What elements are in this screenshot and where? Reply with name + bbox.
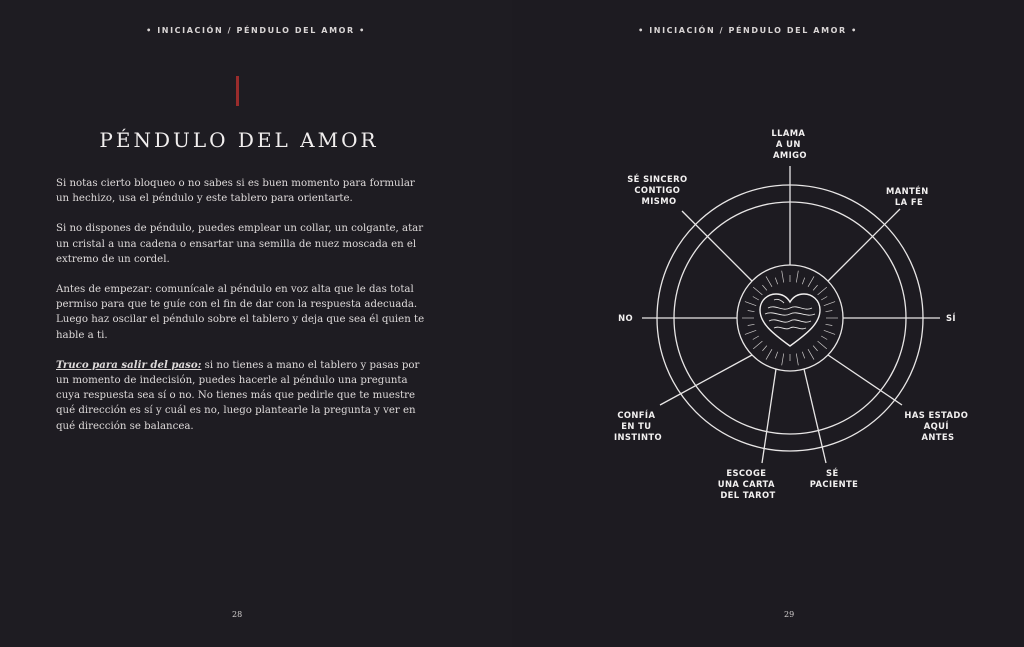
running-head-right: • INICIACIÓN / PÉNDULO DEL AMOR • [638, 26, 858, 35]
label-has-estado-aqui-antes: HAS ESTADO AQUÍ ANTES [904, 410, 969, 442]
sunburst-ray [782, 354, 784, 366]
sunburst-ray [796, 271, 798, 283]
sunburst-ray [818, 287, 827, 295]
trick-text: si no tienes a mano el tablero y pasas por un momento de indecisión, puedes hacerle al péndulo una pregunta cuya respuesta sea sí o no. No tienes más que pedirle que te muestre qué dirección es sí y cuál es no, luego plantearle la pregunta y ver en qué dirección se balancea. [56, 359, 420, 432]
accent-bar [236, 76, 239, 106]
page-number-left: 28 [232, 610, 243, 619]
sunburst-ray [753, 297, 759, 301]
label-no: NO [618, 313, 633, 323]
label-escoge-una-carta: ESCOGE UNA CARTA DEL TAROT [717, 468, 776, 500]
spoke-sincero [682, 211, 752, 281]
sunburst-ray [753, 341, 762, 349]
spoke-has-estado [828, 355, 902, 405]
sunburst-ray [821, 336, 827, 340]
sunburst-ray [748, 324, 755, 325]
sunburst-ray [753, 287, 762, 295]
sunburst-ray [808, 349, 814, 359]
sunburst-ray [824, 330, 835, 334]
label-llama-a-un-amigo: LLAMA A UN AMIGO [771, 128, 807, 160]
sunburst-ray [745, 330, 756, 334]
sunburst-ray [813, 346, 818, 351]
sunburst-ray [762, 285, 767, 290]
sunburst-ray [748, 311, 755, 312]
paragraph-before-start: Antes de empezar: comunícale al péndulo en voz alta que le das total permiso para que te guíe con el fin de dar con la respuesta adecuada. Luego haz oscilar el péndulo sobre el tablero y deja que sea él quien te hable a ti. [56, 284, 425, 341]
label-si: SÍ [946, 313, 956, 323]
label-se-sincero: SÉ SINCERO CONTIGO MISMO [627, 174, 688, 206]
sunburst-ray [808, 276, 814, 286]
label-confia-en-tu-instinto: CONFÍA EN TU INSTINTO [613, 410, 663, 442]
heart-icon [760, 294, 820, 346]
running-head-left: • INICIACIÓN / PÉNDULO DEL AMOR • [146, 26, 366, 35]
sunburst-ray [821, 297, 827, 301]
sunburst-ray [826, 324, 833, 325]
sunburst-ray [775, 278, 777, 285]
sunburst-ray [802, 352, 804, 359]
sunburst-ray [818, 341, 827, 349]
right-page [512, 0, 1024, 647]
label-se-paciente: SÉ PACIENTE [809, 468, 859, 489]
label-manten-la-fe: MANTÉN LA FE [886, 186, 929, 207]
paragraph-trick [56, 358, 428, 434]
pendulum-board [512, 0, 1024, 647]
sunburst-ray [796, 354, 798, 366]
sunburst-ray [813, 285, 818, 290]
spoke-manten [828, 209, 900, 281]
sunburst-ray [782, 271, 784, 283]
sunburst-ray [824, 302, 835, 306]
paragraph-alternatives: Si no dispones de péndulo, puedes emplear un collar, un colgante, atar un cristal a una cadena o ensartar una semilla de nuez moscada en el extremo de un cordel. [56, 223, 424, 265]
trick-label: Truco para salir del paso: [56, 358, 202, 371]
sunburst-ray [753, 336, 759, 340]
sunburst-ray [762, 346, 767, 351]
sunburst-ray [766, 276, 772, 286]
sunburst-ray [775, 352, 777, 359]
body-text [56, 176, 428, 449]
page-title: PÉNDULO DEL AMOR [99, 128, 379, 152]
page-number-right: 29 [784, 610, 795, 619]
sunburst-ray [745, 302, 756, 306]
sunburst-ray [826, 311, 833, 312]
paragraph-intro: Si notas cierto bloqueo o no sabes si es buen momento para formular un hechizo, usa el péndulo y este tablero para orientarte. [56, 178, 415, 205]
sunburst-ray [766, 349, 772, 359]
sunburst-ray [802, 278, 804, 285]
